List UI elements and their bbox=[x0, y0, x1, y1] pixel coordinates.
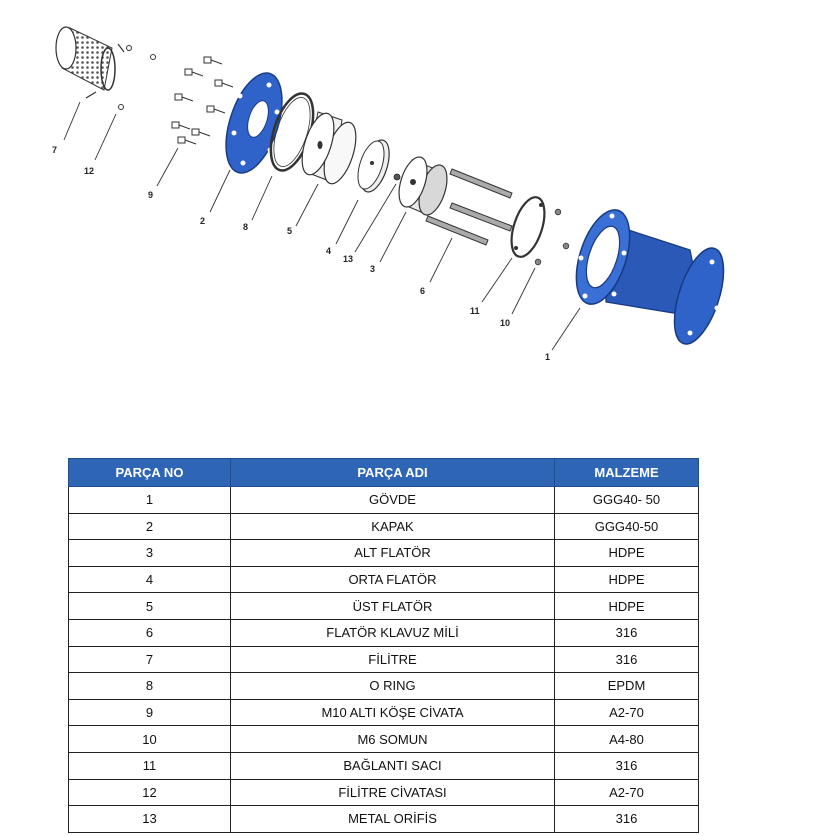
filter-part bbox=[56, 27, 124, 98]
cell-part-no: 1 bbox=[69, 487, 231, 514]
cell-material: HDPE bbox=[555, 593, 699, 620]
table-row bbox=[69, 513, 699, 540]
cell-material: 316 bbox=[555, 619, 699, 646]
table-row bbox=[69, 566, 699, 593]
cell-part-name: M6 SOMUN bbox=[231, 726, 555, 753]
table-row bbox=[69, 646, 699, 673]
cell-material: HDPE bbox=[555, 566, 699, 593]
cell-part-no: 2 bbox=[69, 513, 231, 540]
cell-part-no: 9 bbox=[69, 699, 231, 726]
cell-part-name: ORTA FLATÖR bbox=[231, 566, 555, 593]
cell-part-name: ÜST FLATÖR bbox=[231, 593, 555, 620]
cell-part-no: 6 bbox=[69, 619, 231, 646]
callout-13: 13 bbox=[343, 254, 354, 264]
cell-part-no: 5 bbox=[69, 593, 231, 620]
bolts-part bbox=[172, 57, 233, 144]
header-part-no: PARÇA NO bbox=[69, 459, 231, 487]
table-row bbox=[69, 806, 699, 833]
metal-orifice-part bbox=[394, 174, 400, 180]
cell-part-no: 3 bbox=[69, 540, 231, 567]
cell-part-name: ALT FLATÖR bbox=[231, 540, 555, 567]
cell-part-name: FLATÖR KLAVUZ MİLİ bbox=[231, 619, 555, 646]
valve-body-part bbox=[566, 203, 733, 349]
table-row bbox=[69, 487, 699, 514]
table-row bbox=[69, 673, 699, 700]
cell-part-name: FİLİTRE CİVATASI bbox=[231, 779, 555, 806]
cell-part-name: KAPAK bbox=[231, 513, 555, 540]
cover-flange-part bbox=[215, 66, 293, 180]
cell-material: A4-80 bbox=[555, 726, 699, 753]
cell-material: 316 bbox=[555, 646, 699, 673]
cell-part-no: 11 bbox=[69, 752, 231, 779]
table-row bbox=[69, 540, 699, 567]
callout-5: 5 bbox=[287, 226, 293, 236]
cell-part-name: GÖVDE bbox=[231, 487, 555, 514]
cell-part-no: 4 bbox=[69, 566, 231, 593]
cell-material: 316 bbox=[555, 752, 699, 779]
table-header-row bbox=[69, 459, 699, 487]
callout-4: 4 bbox=[326, 246, 332, 256]
parts-table bbox=[68, 458, 699, 833]
cell-part-no: 13 bbox=[69, 806, 231, 833]
upper-float-part bbox=[296, 110, 363, 188]
cell-part-no: 10 bbox=[69, 726, 231, 753]
callout-2: 2 bbox=[200, 216, 206, 226]
lower-float-part bbox=[394, 154, 453, 219]
callout-9: 9 bbox=[148, 190, 154, 200]
cell-material: A2-70 bbox=[555, 779, 699, 806]
callout-3: 3 bbox=[370, 264, 376, 274]
filter-screws-part bbox=[119, 46, 156, 110]
table-row bbox=[69, 779, 699, 806]
middle-float-part bbox=[353, 137, 395, 196]
table-row bbox=[69, 699, 699, 726]
cell-material: HDPE bbox=[555, 540, 699, 567]
cell-material: GGG40-50 bbox=[555, 513, 699, 540]
table-row bbox=[69, 619, 699, 646]
header-material: MALZEME bbox=[555, 459, 699, 487]
table-row bbox=[69, 752, 699, 779]
cell-material: EPDM bbox=[555, 673, 699, 700]
table-row bbox=[69, 726, 699, 753]
table-row bbox=[69, 593, 699, 620]
callout-12: 12 bbox=[84, 166, 95, 176]
callout-7: 7 bbox=[52, 145, 58, 155]
cell-part-no: 7 bbox=[69, 646, 231, 673]
cell-part-name: BAĞLANTI SACI bbox=[231, 752, 555, 779]
cell-material: A2-70 bbox=[555, 699, 699, 726]
header-part-name: PARÇA ADI bbox=[231, 459, 555, 487]
cell-material: GGG40- 50 bbox=[555, 487, 699, 514]
callout-6: 6 bbox=[420, 286, 426, 296]
cell-part-name: O RING bbox=[231, 673, 555, 700]
callout-11: 11 bbox=[470, 306, 480, 316]
cell-part-name: METAL ORİFİS bbox=[231, 806, 555, 833]
callout-10: 10 bbox=[500, 318, 511, 328]
cell-part-name: FİLİTRE bbox=[231, 646, 555, 673]
cell-material: 316 bbox=[555, 806, 699, 833]
cell-part-no: 8 bbox=[69, 673, 231, 700]
callout-8: 8 bbox=[243, 222, 249, 232]
cell-part-no: 12 bbox=[69, 779, 231, 806]
callout-1: 1 bbox=[545, 352, 551, 362]
cell-part-name: M10 ALTI KÖŞE CİVATA bbox=[231, 699, 555, 726]
